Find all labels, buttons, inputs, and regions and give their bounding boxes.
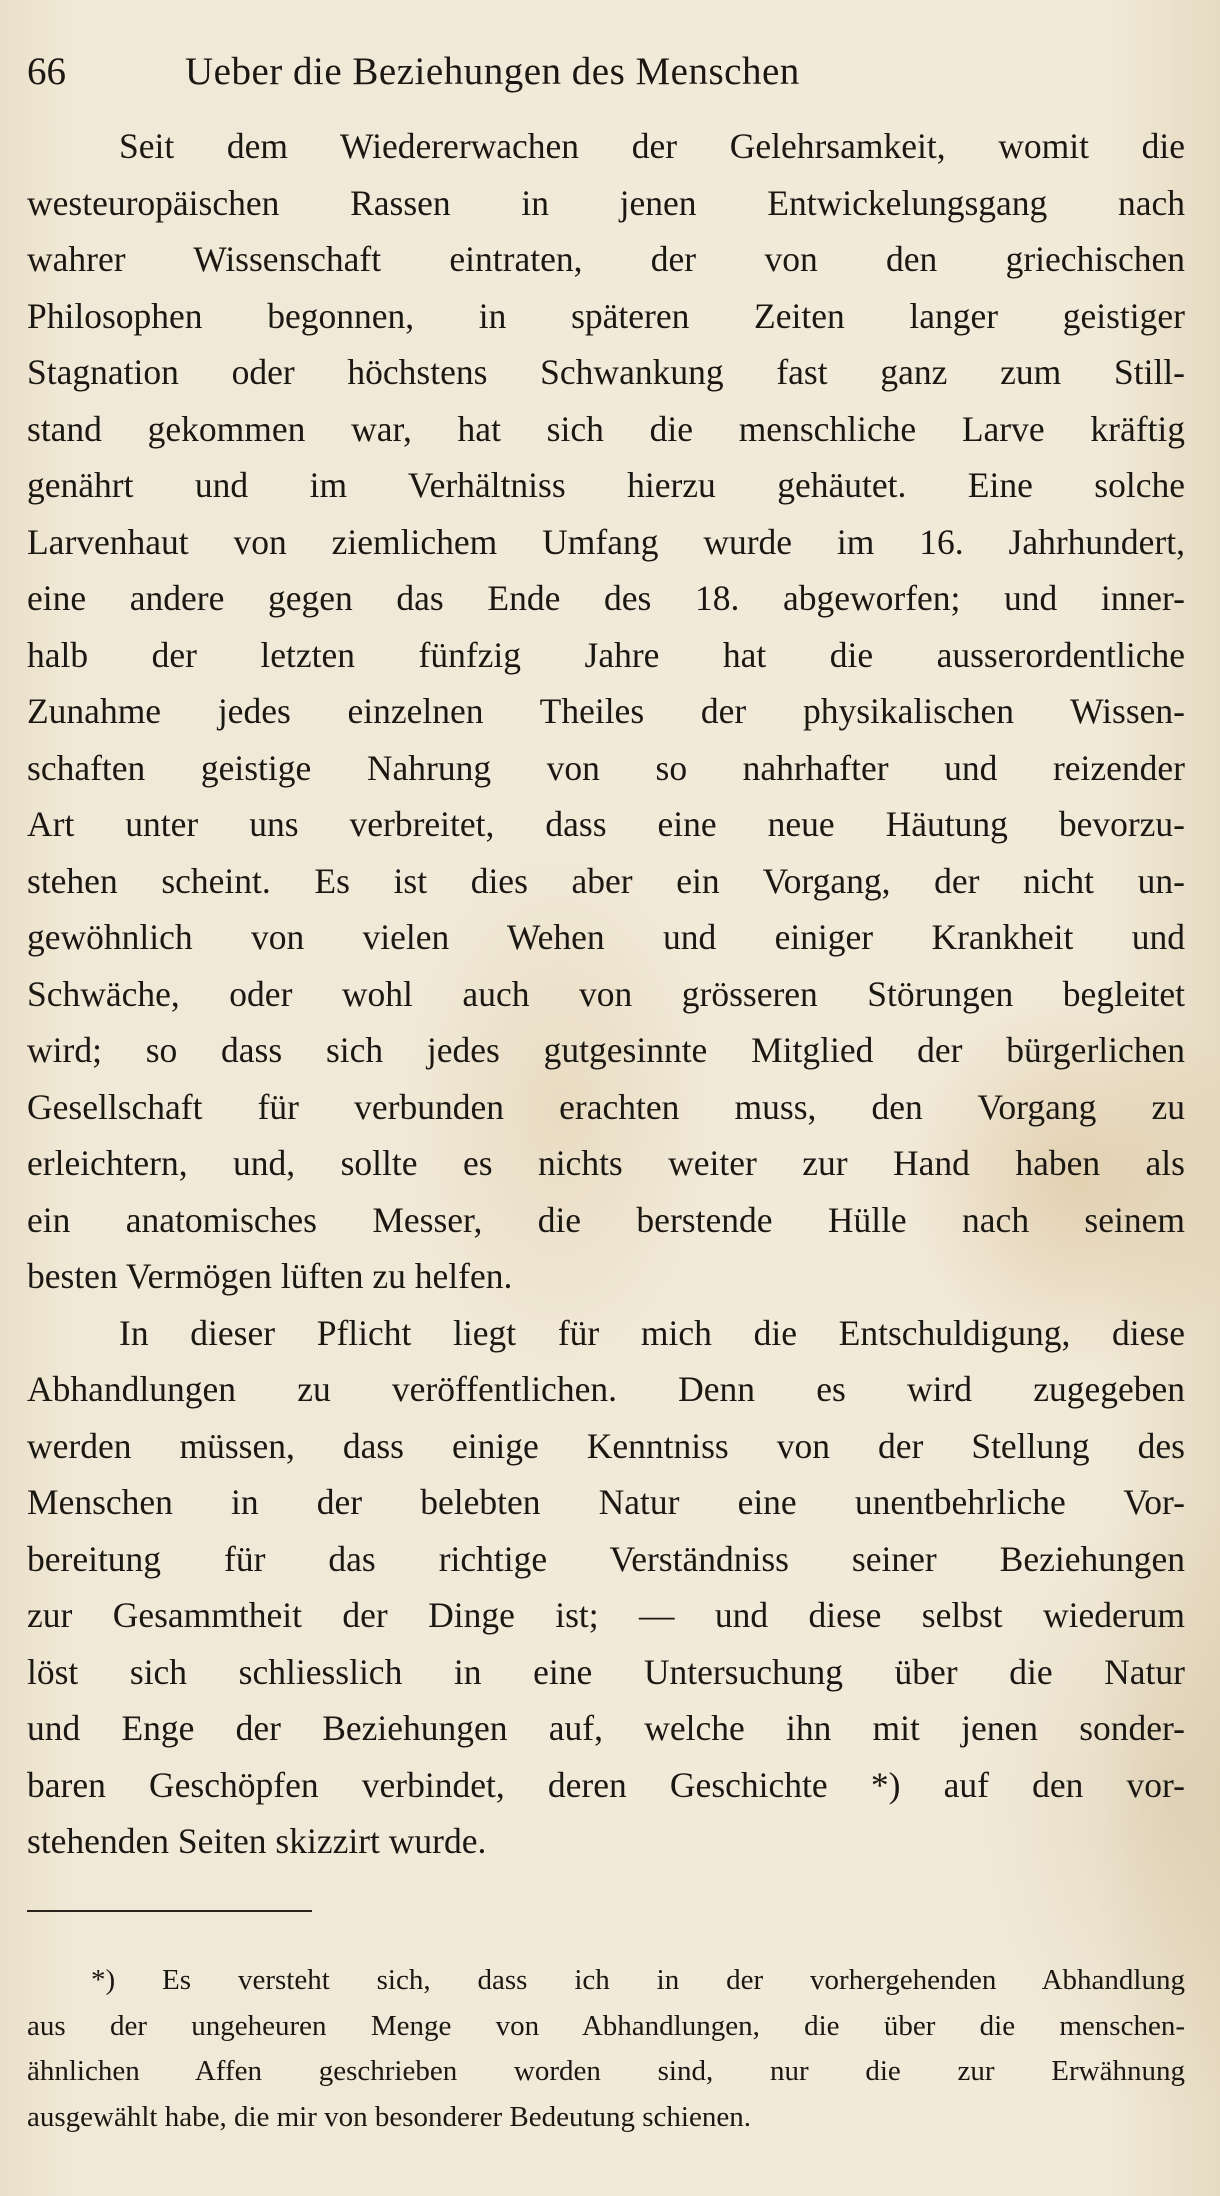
text-line: westeuropäischen Rassen in jenen Entwickelungsgang nach bbox=[27, 182, 1185, 223]
footnote-line: *) Es versteht sich, dass ich in der vorhergehenden Abhandlung bbox=[91, 1964, 1185, 1996]
text-line: Abhandlungen zu veröffentlichen. Denn es wird zugegeben bbox=[27, 1369, 1185, 1409]
text-line: stehenden Seiten skizzirt wurde. bbox=[27, 1821, 487, 1861]
text-line: halb der letzten fünfzig Jahre hat die ausserordentliche bbox=[27, 634, 1185, 675]
footnote-line: aus der ungeheuren Menge von Abhandlungen, die über die menschen- bbox=[27, 2009, 1185, 2042]
text-line: bereitung für das richtige Verständniss seiner Beziehungen bbox=[27, 1538, 1185, 1579]
body-text bbox=[27, 118, 1185, 1870]
text-line: Stagnation oder höchstens Schwankung fast ganz zum Still- bbox=[27, 352, 1185, 392]
text-line: schaften geistige Nahrung von so nahrhafter und reizender bbox=[27, 747, 1185, 788]
text-line: Gesellschaft für verbunden erachten muss, den Vorgang zu bbox=[27, 1086, 1185, 1127]
text-line: gewöhnlich von vielen Wehen und einiger Krankheit und bbox=[27, 917, 1185, 957]
text-line: In dieser Pflicht liegt für mich die Entschuldigung, diese bbox=[119, 1312, 1185, 1353]
text-line: Art unter uns verbreitet, dass eine neue Häutung bevorzu- bbox=[27, 804, 1185, 844]
text-line: Zunahme jedes einzelnen Theiles der physikalischen Wissen- bbox=[27, 691, 1185, 731]
text-line: Philosophen begonnen, in späteren Zeiten langer geistiger bbox=[27, 295, 1185, 336]
running-head: Ueber die Beziehungen des Menschen bbox=[185, 50, 800, 93]
text-line: werden müssen, dass einige Kenntniss von der Stellung des bbox=[27, 1425, 1185, 1466]
page-number: 66 bbox=[27, 50, 66, 93]
page-header bbox=[27, 42, 1197, 102]
text-line: wird; so dass sich jedes gutgesinnte Mitglied der bürgerlichen bbox=[27, 1030, 1185, 1070]
text-line: stand gekommen war, hat sich die menschliche Larve kräftig bbox=[27, 408, 1185, 449]
text-line: wahrer Wissenschaft eintraten, der von den griechischen bbox=[27, 239, 1185, 279]
text-line: Menschen in der belebten Natur eine unentbehrliche Vor- bbox=[27, 1482, 1185, 1522]
text-line: erleichtern, und, sollte es nichts weiter zur Hand haben als bbox=[27, 1143, 1185, 1183]
text-line: baren Geschöpfen verbindet, deren Geschichte *) auf den vor- bbox=[27, 1764, 1185, 1805]
text-line: Larvenhaut von ziemlichem Umfang wurde im 16. Jahrhundert, bbox=[27, 521, 1185, 562]
footnote-divider bbox=[27, 1910, 312, 1912]
text-line: Seit dem Wiedererwachen der Gelehrsamkeit, womit die bbox=[119, 126, 1185, 166]
footnote-line: ähnlichen Affen geschrieben worden sind, nur die zur Erwähnung bbox=[27, 2055, 1185, 2087]
text-line: zur Gesammtheit der Dinge ist; — und diese selbst wiederum bbox=[27, 1595, 1185, 1635]
text-line: besten Vermögen lüften zu helfen. bbox=[27, 1256, 513, 1296]
text-line: und Enge der Beziehungen auf, welche ihn mit jenen sonder- bbox=[27, 1708, 1185, 1748]
footnote bbox=[27, 1958, 1185, 2140]
text-line: eine andere gegen das Ende des 18. abgeworfen; und inner- bbox=[27, 578, 1185, 618]
text-line: löst sich schliesslich in eine Untersuchung über die Natur bbox=[27, 1651, 1185, 1692]
footnote-line: ausgewählt habe, die mir von besonderer Bedeutung schienen. bbox=[27, 2100, 751, 2133]
text-line: ein anatomisches Messer, die berstende Hülle nach seinem bbox=[27, 1199, 1185, 1240]
text-line: Schwäche, oder wohl auch von grösseren Störungen begleitet bbox=[27, 973, 1185, 1014]
text-line: genährt und im Verhältniss hierzu gehäutet. Eine solche bbox=[27, 465, 1185, 505]
text-line: stehen scheint. Es ist dies aber ein Vorgang, der nicht un- bbox=[27, 860, 1185, 901]
